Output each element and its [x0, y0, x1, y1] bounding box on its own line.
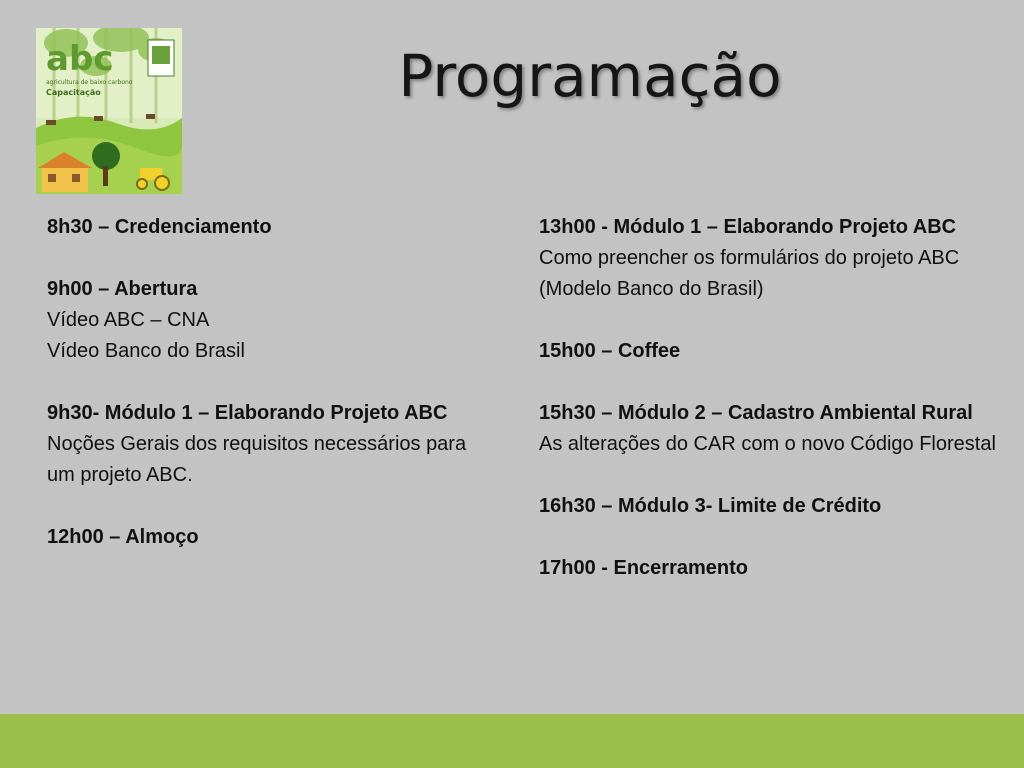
svg-text:Capacitação: Capacitação [46, 88, 101, 97]
schedule-item-heading: 17h00 - Encerramento [539, 557, 748, 579]
schedule-item [47, 274, 497, 367]
schedule-item-heading: 9h00 – Abertura [47, 278, 198, 300]
schedule-left-column [47, 212, 497, 584]
schedule-item-description: Vídeo Banco do Brasil [47, 340, 245, 362]
schedule-item [47, 212, 497, 243]
page-title: Programação [398, 42, 782, 110]
schedule-item [47, 398, 497, 491]
schedule-item-description: As alterações do CAR com o novo Código Florestal [539, 433, 996, 455]
schedule-item-heading: 9h30- Módulo 1 – Elaborando Projeto ABC [47, 402, 448, 424]
schedule-item [539, 398, 999, 460]
schedule-item-heading: 15h00 – Coffee [539, 340, 681, 362]
schedule-item-heading: 8h30 – Credenciamento [47, 216, 272, 238]
schedule-item-description: Vídeo ABC – CNA [47, 309, 210, 331]
svg-text:abc: abc [46, 39, 114, 79]
schedule-item-heading: 13h00 - Módulo 1 – Elaborando Projeto ABC [539, 216, 957, 238]
schedule-item-heading: 15h30 – Módulo 2 – Cadastro Ambiental Rural [539, 402, 973, 424]
schedule-item-heading: 12h00 – Almoço [47, 526, 199, 548]
schedule-right-column [539, 212, 999, 615]
schedule-item-description: Noções Gerais dos requisitos necessários para um projeto ABC. [47, 433, 467, 486]
schedule-item [539, 553, 999, 584]
schedule-item [539, 336, 999, 367]
schedule-item-description: Como preencher os formulários do projeto ABC (Modelo Banco do Brasil) [539, 247, 960, 300]
schedule-item [539, 212, 999, 305]
schedule-item-heading: 16h30 – Módulo 3- Limite de Crédito [539, 495, 882, 517]
abc-capacitacao-logo [36, 28, 182, 194]
footer-bar [0, 714, 1024, 768]
svg-text:agricultura de baixo carbono: agricultura de baixo carbono [46, 79, 133, 86]
schedule-item [47, 522, 497, 553]
schedule-item [539, 491, 999, 522]
